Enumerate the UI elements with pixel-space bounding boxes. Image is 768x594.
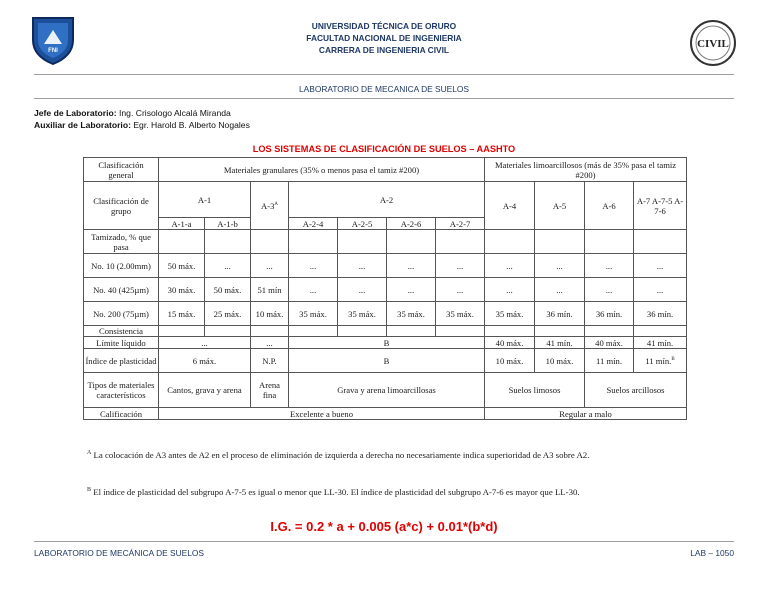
no40-cell: ... <box>387 278 436 302</box>
rating-granular: Excelente a bueno <box>159 408 485 420</box>
group-a7: A-7 A-7-5 A-7-6 <box>634 182 687 230</box>
subgroup-a26: A-2-6 <box>387 218 436 230</box>
no200-cell: 10 máx. <box>251 302 289 326</box>
liquid-limit-label: Límite líquido <box>84 337 159 349</box>
group-a3: $A-3^A$ <box>251 182 289 230</box>
no10-cell: ... <box>485 254 535 278</box>
plasticity-a3: N.P. <box>251 349 289 373</box>
no10-cell: ... <box>205 254 251 278</box>
liquid-limit-a3: ... <box>251 337 289 349</box>
no10-cell: 50 máx. <box>159 254 205 278</box>
footnote-a-text: La colocación de A3 antes de A2 en el proceso de eliminación de izquierda a derecha no necesariamente indica superioridad de A3 sobre A2. <box>93 449 590 460</box>
no40-cell: 50 máx. <box>205 278 251 302</box>
section-title: LOS SISTEMAS DE CLASIFICACIÓN DE SUELOS – AASHTO <box>252 144 516 154</box>
no10-cell: ... <box>387 254 436 278</box>
no40-cell: ... <box>289 278 338 302</box>
subgroup-a1b: A-1-b <box>205 218 251 230</box>
no10-cell: ... <box>251 254 289 278</box>
materials-a1: Cantos, grava y arena <box>159 373 251 408</box>
no200-cell: 35 máx. <box>387 302 436 326</box>
footer-divider <box>34 541 734 542</box>
plasticity-a2: B <box>289 349 485 373</box>
no200-cell: 35 máx. <box>436 302 485 326</box>
no200-cell: 36 mín. <box>634 302 687 326</box>
subgroup-a24: A-2-4 <box>289 218 338 230</box>
subgroup-a27: A-2-7 <box>436 218 485 230</box>
no10-cell: ... <box>535 254 585 278</box>
group-classification-label: Clasificación de grupo <box>84 182 159 230</box>
lab-title-divider <box>34 98 734 99</box>
liquid-limit-a5: 41 mín. <box>535 337 585 349</box>
chief-label: Jefe de Laboratorio: <box>34 108 117 118</box>
no10-cell: ... <box>289 254 338 278</box>
liquid-limit-a7: 41 mín. <box>634 337 687 349</box>
group-a1: A-1 <box>159 182 251 218</box>
no40-cell: ... <box>535 278 585 302</box>
rating-silt-clay: Regular a malo <box>485 408 687 420</box>
footnote-a-mark: A <box>87 450 92 456</box>
plasticity-a1: 6 máx. <box>159 349 251 373</box>
no40-cell: ... <box>485 278 535 302</box>
no200-cell: 36 mín. <box>535 302 585 326</box>
no40-cell: 30 máx. <box>159 278 205 302</box>
no200-cell: 35 máx. <box>485 302 535 326</box>
header-divider <box>34 74 734 75</box>
no200-cell: 36 mín. <box>585 302 634 326</box>
faculty-name: FACULTAD NACIONAL DE INGENIERIA <box>306 33 462 43</box>
no40-cell: ... <box>634 278 687 302</box>
no200-cell: 25 máx. <box>205 302 251 326</box>
no10-cell: ... <box>338 254 387 278</box>
no200-label: No. 200 (75µm) <box>84 302 159 326</box>
group-a5: A-5 <box>535 182 585 230</box>
no10-cell: ... <box>634 254 687 278</box>
assistant-label: Auxiliar de Laboratorio: <box>34 120 131 130</box>
liquid-limit-a4: 40 máx. <box>485 337 535 349</box>
materials-label: Tipos de materiales característicos <box>84 373 159 408</box>
no200-cell: 35 máx. <box>289 302 338 326</box>
plasticity-a5: 10 máx. <box>535 349 585 373</box>
staff-block <box>34 107 250 131</box>
silt-clay-materials-header: Materiales limoarcillosos (más de 35% pasa el tamiz #200) <box>485 158 687 182</box>
group-a3-footnote-mark: A <box>274 202 278 208</box>
university-name: UNIVERSIDAD TÉCNICA DE ORURO <box>311 21 457 31</box>
plasticity-a6: 11 mín. <box>585 349 634 373</box>
footnote-a <box>87 448 687 461</box>
no40-label: No. 40 (425µm) <box>84 278 159 302</box>
plasticity-index-label: Índice de plasticidad <box>84 349 159 373</box>
materials-silts: Suelos limosos <box>485 373 585 408</box>
no200-cell: 15 máx. <box>159 302 205 326</box>
rating-label: Calificación <box>84 408 159 420</box>
chief-name: Ing. Crisologo Alcalá Miranda <box>119 108 231 118</box>
liquid-limit-a2: B <box>289 337 485 349</box>
liquid-limit-a1: ... <box>159 337 251 349</box>
no40-cell: 51 mín <box>251 278 289 302</box>
shield-logo-text: FNI <box>48 48 58 54</box>
materials-a3: Arena fina <box>251 373 289 408</box>
materials-clays: Suelos arcillosos <box>585 373 687 408</box>
no40-cell: ... <box>436 278 485 302</box>
civil-logo-text: CIVIL <box>697 38 729 50</box>
group-a4: A-4 <box>485 182 535 230</box>
plasticity-a7: 11 mín.$^B$ <box>634 349 687 373</box>
plasticity-footnote-mark: B <box>671 357 675 363</box>
plasticity-a4: 10 máx. <box>485 349 535 373</box>
no40-cell: ... <box>338 278 387 302</box>
footer-lab-name: LABORATORIO DE MECÁNICA DE SUELOS <box>34 548 205 558</box>
no10-cell: ... <box>585 254 634 278</box>
group-a2: A-2 <box>289 182 485 218</box>
no40-cell: ... <box>585 278 634 302</box>
granular-materials-header: Materiales granulares (35% o menos pasa el tamiz #200) <box>159 158 485 182</box>
sieve-label: Tamizado, % que pasa <box>84 230 159 254</box>
no10-label: No. 10 (2.00mm) <box>84 254 159 278</box>
general-classification-label: Clasificación general <box>84 158 159 182</box>
footnote-b-mark: B <box>87 487 92 493</box>
footnote-b <box>87 485 687 498</box>
group-a6: A-6 <box>585 182 634 230</box>
footnote-b-text: El índice de plasticidad del subgrupo A-7-5 es igual o menor que LL-30. El índice de plasticidad del subgrupo A-7-6 es mayor que LL-30. <box>93 486 580 497</box>
group-index-formula: I.G. = 0.2 * a + 0.005 (a*c) + 0.01*(b*d) <box>270 519 498 534</box>
lab-title: LABORATORIO DE MECANICA DE SUELOS <box>298 84 470 94</box>
aashto-classification-table <box>83 157 687 420</box>
consistency-label: Consistencia <box>84 326 159 337</box>
subgroup-a1a: A-1-a <box>159 218 205 230</box>
liquid-limit-a6: 40 máx. <box>585 337 634 349</box>
career-name: CARRERA DE INGENIERIA CIVIL <box>318 45 450 55</box>
footer-lab-code: LAB – 1050 <box>690 548 734 558</box>
institution-header <box>0 20 768 56</box>
no200-cell: 35 máx. <box>338 302 387 326</box>
subgroup-a25: A-2-5 <box>338 218 387 230</box>
materials-a2: Grava y arena limoarcillosas <box>289 373 485 408</box>
no10-cell: ... <box>436 254 485 278</box>
assistant-name: Egr. Harold B. Alberto Nogales <box>133 120 250 130</box>
